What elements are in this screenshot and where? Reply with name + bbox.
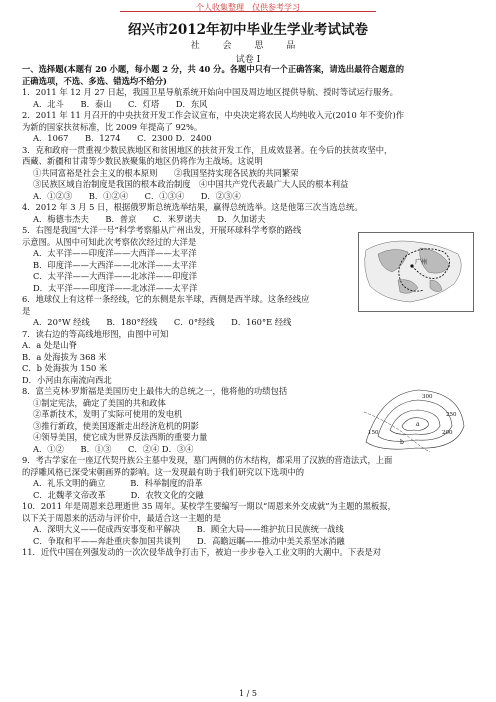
question-6-cont: 是 [22, 305, 31, 316]
q9-options-cd: C．北魏孝文帝改革 D．农牧文化的交融 [33, 489, 204, 500]
q4-options: A．梅德韦杰夫 B．普京 C．米罗诺夫 D．久加诺夫 [33, 213, 266, 224]
page-number: 1 / 5 [239, 689, 257, 698]
page-header: 个人收集整理 仅供参考学习 [196, 3, 300, 12]
contour-label-150: 150 [368, 430, 379, 436]
question-3: 3．克和政府一贯重视少数民族地区和贫困地区的扶贫开发工作，且成效显著。在今后的扶贫攻坚中， [22, 144, 393, 155]
question-10: 10．2011 年是周恩来总理逝世 35 周年。某校学生要编写一期以“周恩来外交成就”为主题的黑板报， [22, 501, 396, 511]
contour-map [360, 382, 472, 454]
q1-options: A．北斗 B．泰山 C．灯塔 D．东风 [33, 98, 208, 109]
question-6: 6．地球仪上有这样一条经线，它的东侧是东半球，西侧是西半球。这条经线应 [22, 294, 310, 304]
subject-line: 社 会 思 品 [190, 41, 306, 51]
question-2: 2．2011 年 11 月召开的中央扶贫开发工作会议宣布，中央决定将农民人均纯收入元(2010 年不变价)作 [22, 110, 405, 120]
question-9: 9．考古学家在一座辽代契丹族公主墓中发现，墓门两侧的仿木结构，都采用了汉族的营造法式，上面 [22, 455, 393, 465]
contour-label-200: 200 [442, 430, 453, 436]
q7-option-b: B．a 处海拔为 368 米 [22, 351, 107, 362]
map-label-guangzhou: 广州 [415, 259, 428, 266]
q8-options: A．①② B．①③ C．②④ D．③④ [33, 443, 194, 454]
q5-option-d: D．太平洋——印度洋——北冰洋——太平洋 [33, 282, 198, 293]
q3-statement-a: ①共同富裕是社会主义的根本原则 ②我国坚持实现各民族的共同繁荣 [33, 167, 299, 178]
question-5: 5．右图是我国“大洋一号”科学考察船从广州出发，开展环球科学考察的路线 [22, 225, 302, 235]
q3-statement-b: ③民族区域自治制度是我国的根本政治制度 ④中国共产党代表最广大人民的根本利益 [33, 179, 349, 189]
contour-label-300: 300 [422, 394, 433, 400]
q6-options: A．20°W 经线 B．180°经线 C．0°经线 D．160°E 经线 [33, 317, 292, 327]
q3-options: A．①②③ B．①②④ C．①③④ D．②③④ [33, 190, 241, 201]
q8-item-2: ②革新技术，发明了实际可使用的发电机 [33, 409, 183, 419]
q5-option-c: C．太平洋——大西洋——北冰洋——印度洋 [33, 271, 197, 281]
question-10-cont: 以下关于周恩来的活动与评价中，最适合这一主题的是 [22, 512, 222, 523]
q10-options-cd: C．争取和平——奔赴重庆参加国共谈判 D．高瞻远瞩——推动中美关系坚冰消融 [33, 535, 345, 546]
point-b-label: b [400, 439, 404, 446]
q5-option-a: A．太平洋——印度洋——大西洋——太平洋 [33, 248, 197, 258]
paper-label: 试卷 I [235, 55, 261, 65]
question-11: 11．近代中国在列强发动的一次次侵华战争打击下，被迫一步步卷入工业文明的大潮中。下表是对 [22, 547, 382, 557]
question-4: 4．2012 年 3 月 5 日，根据俄罗斯总统选举结果，赢得总统选举。这是他第三次当选总统。 [22, 202, 363, 212]
question-1: 1．2011 年 12 月 27 日起，我国卫星导航系统开始向中国及周边地区提供导航、授时等试运行服务。 [22, 87, 398, 97]
section-heading: 一、选择题(本题有 20 小题，每小题 2 分，共 40 分。各题中只有一个正确答案，请选出最符合题意的 [22, 64, 405, 74]
voyage-route-map [358, 232, 474, 312]
question-7: 7．读右边的等高线地形图，由图中可知 [22, 328, 169, 339]
question-5-cont: 示意图。从图中可知此次考察依次经过的大洋是 [22, 236, 197, 247]
header-rule [120, 11, 376, 12]
q7-option-d: D．小河由东南流向西北 [22, 374, 112, 385]
question-2-cont: 为新的国家扶贫标准，比 2009 年提高了 92%。 [22, 121, 203, 132]
q8-item-3: ③推行新政，使美国逐渐走出经济危机的阴影 [33, 420, 199, 431]
point-a-label: a [416, 421, 420, 428]
q9-options-ab: A．礼乐文明的确立 B．科举制度的沿革 [33, 478, 203, 488]
guangzhou-marker [410, 264, 413, 267]
q8-item-4: ④领导美国，使它成为世界反法西斯的重要力量 [33, 432, 208, 442]
q8-item-1: ①制定宪法，确定了美国的共和政体 [33, 397, 166, 408]
q7-option-a: A．a 处是山脊 [22, 340, 78, 350]
q10-options-ab: A．深明大义——促成西安事变和平解决 B．顾全大局——维护抗日民族统一战线 [33, 524, 344, 534]
q5-option-b: B．印度洋——大西洋——北冰洋——太平洋 [33, 259, 197, 270]
exam-title: 绍兴市2012年初中毕业生学业考试试卷 [127, 22, 369, 38]
question-8: 8．富兰克林·罗斯福是美国历史上最伟大的总统之一，他将他的功绩包括 [22, 386, 288, 396]
question-9-cont: 的浮雕风格已深受宋朝画界的影响。这一发现最有助于我们研究以下选项中的 [22, 466, 305, 477]
q7-option-c: C．b 处海拔为 150 米 [22, 363, 108, 373]
q2-options: A．1067 B．1274 C．2300 D．2400 [33, 133, 212, 143]
contour-label-250: 250 [446, 412, 457, 418]
question-3-cont: 西藏、新疆和甘肃等少数民族聚集的地区仍将作为主战场。这说明 [22, 156, 263, 166]
section-heading-cont: 正确选项，不选、多选、错选均不给分) [22, 75, 167, 86]
